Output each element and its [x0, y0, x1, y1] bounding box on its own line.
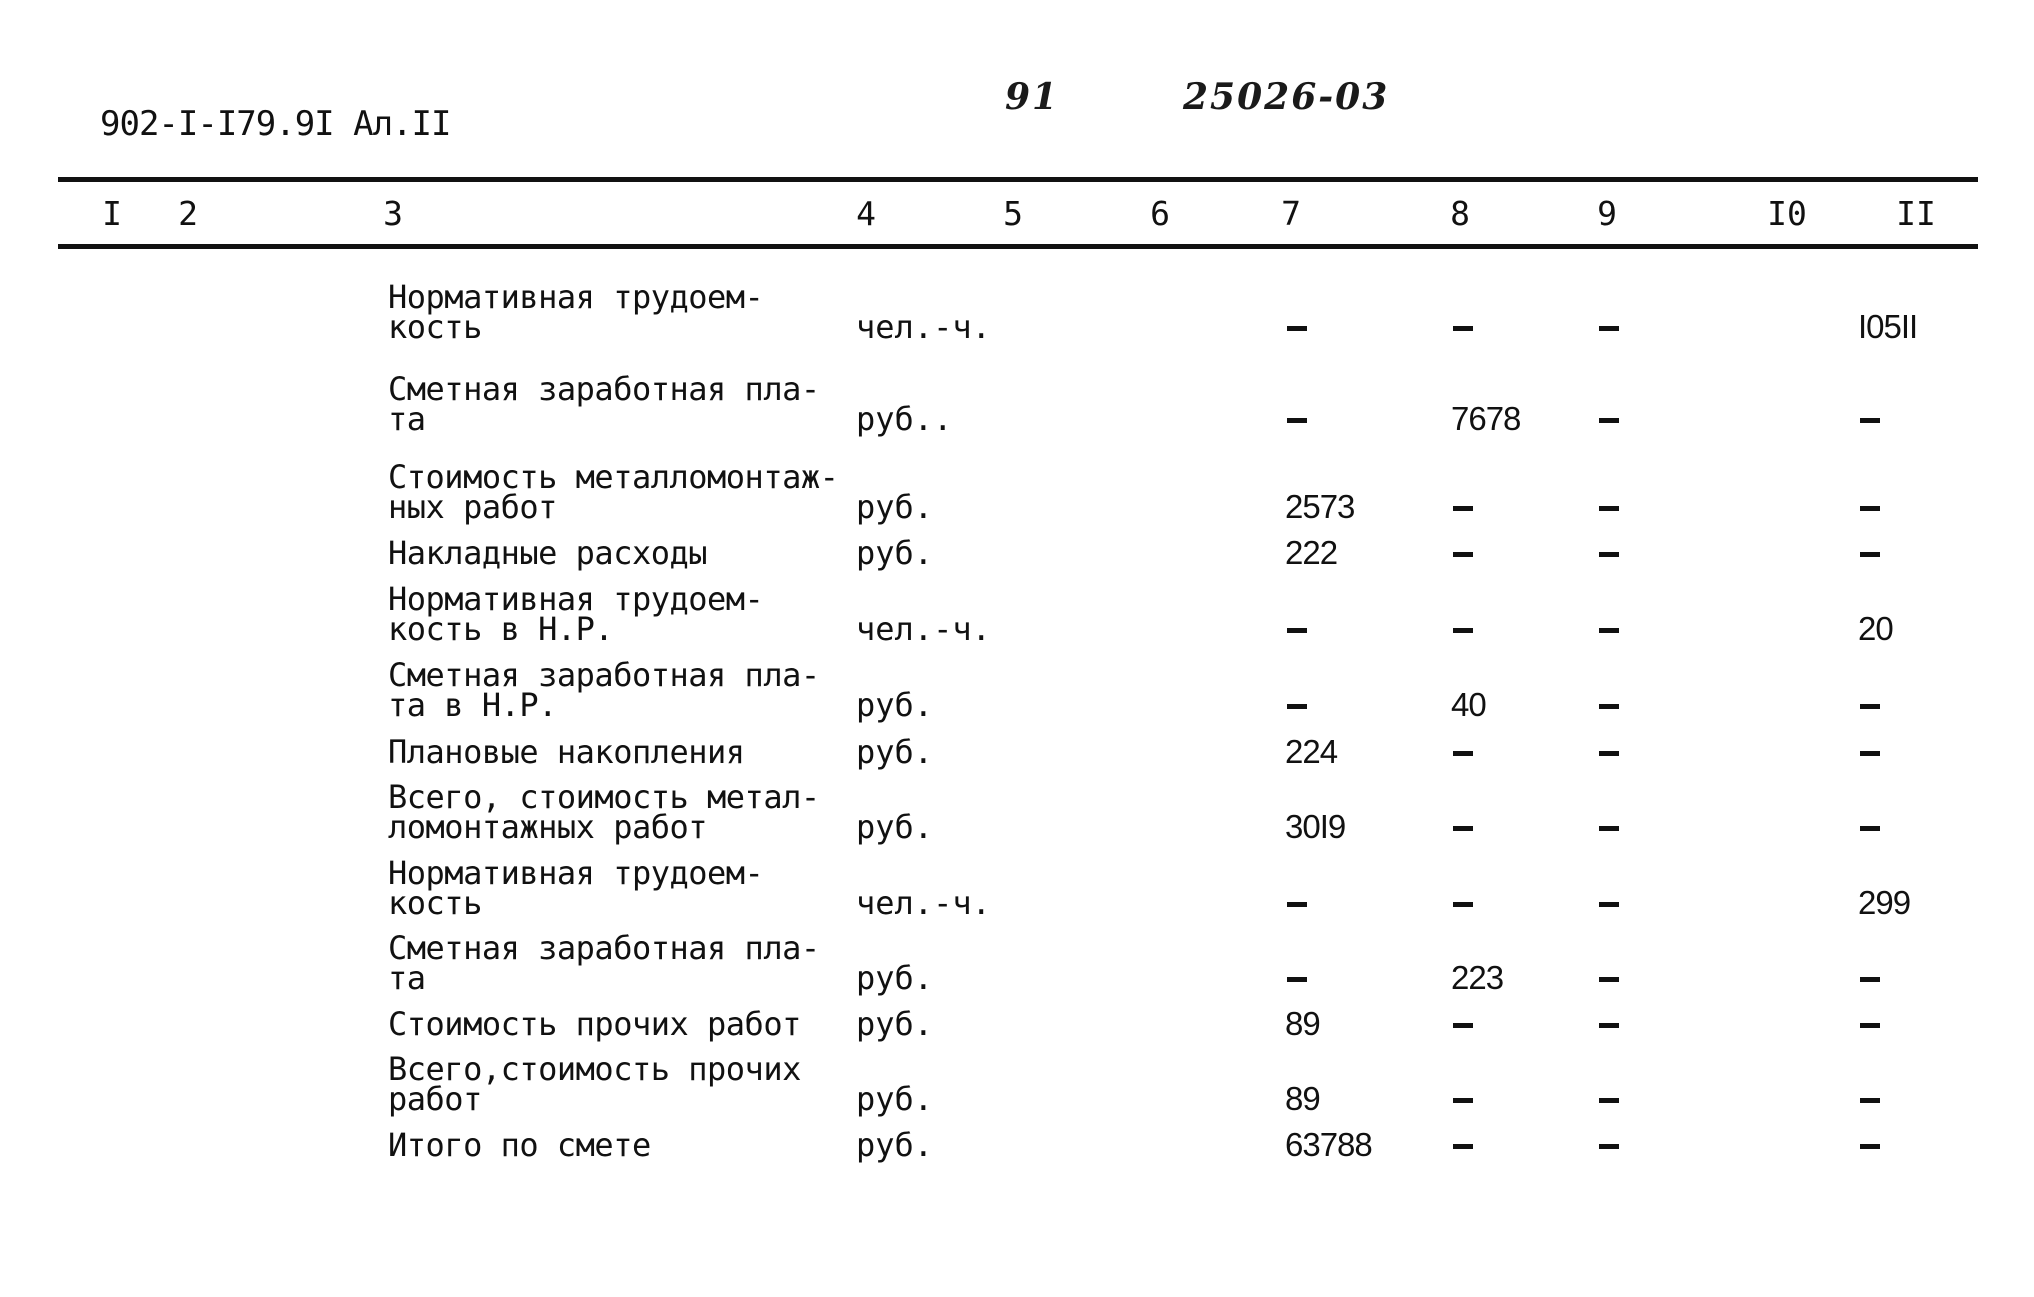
value-c8: 7678: [1451, 400, 1521, 437]
row-unit: руб.: [856, 534, 934, 572]
row-unit: руб..: [856, 400, 953, 438]
value-c7: [1285, 614, 1302, 644]
value-c8: [1451, 1130, 1468, 1160]
value-c7: 224: [1285, 733, 1338, 770]
value-c9: [1597, 963, 1614, 993]
row-unit: руб.: [856, 959, 934, 997]
column-number: 7: [1281, 194, 1301, 233]
dash-mark: [1599, 826, 1619, 831]
dash-mark: [1453, 1023, 1473, 1028]
value-c7: 63788: [1285, 1126, 1372, 1163]
value-c11: [1858, 492, 1875, 522]
value-c9: [1597, 690, 1614, 720]
value-c11: [1858, 404, 1875, 434]
dash-mark: [1599, 902, 1619, 907]
row-unit: руб.: [856, 1126, 934, 1164]
dash-mark: [1287, 704, 1307, 709]
row-name: Плановые накопления: [388, 733, 745, 771]
dash-mark: [1287, 977, 1307, 982]
row-name: Стоимость прочих работ: [388, 1005, 801, 1043]
value-c8: [1451, 538, 1468, 568]
table-top-rule: [58, 177, 1978, 182]
value-c11: [1858, 1009, 1875, 1039]
dash-mark: [1860, 1144, 1880, 1149]
value-c7: [1285, 690, 1302, 720]
value-c7: [1285, 888, 1302, 918]
value-c8: [1451, 614, 1468, 644]
dash-mark: [1287, 902, 1307, 907]
dash-mark: [1453, 628, 1473, 633]
column-number: 4: [856, 194, 876, 233]
dash-mark: [1599, 977, 1619, 982]
value-c11: [1858, 812, 1875, 842]
value-c7: 222: [1285, 534, 1338, 571]
value-c11: [1858, 737, 1875, 767]
row-unit: руб.: [856, 808, 934, 846]
dash-mark: [1860, 552, 1880, 557]
row-name: Накладные расходы: [388, 534, 708, 572]
value-c9: [1597, 492, 1614, 522]
value-c11: [1858, 538, 1875, 568]
dash-mark: [1453, 826, 1473, 831]
dash-mark: [1599, 1098, 1619, 1103]
value-c11: [1858, 963, 1875, 993]
value-c7: 30I9: [1285, 808, 1346, 845]
row-name: Итого по смете: [388, 1126, 651, 1164]
value-c11: [1858, 1084, 1875, 1114]
row-name: Нормативная трудоем- кость в Н.Р.: [388, 580, 764, 648]
sheet-number: 25026-03: [1183, 76, 1390, 118]
dash-mark: [1453, 902, 1473, 907]
dash-mark: [1453, 1144, 1473, 1149]
value-c11: [1858, 1130, 1875, 1160]
value-c9: [1597, 1009, 1614, 1039]
row-unit: руб.: [856, 1005, 934, 1043]
row-name: Нормативная трудоем- кость: [388, 854, 764, 922]
dash-mark: [1599, 1023, 1619, 1028]
value-c8: 40: [1451, 686, 1486, 723]
value-c9: [1597, 312, 1614, 342]
value-c8: [1451, 312, 1468, 342]
table-header-rule: [58, 244, 1978, 249]
dash-mark: [1453, 751, 1473, 756]
row-unit: чел.-ч.: [856, 610, 991, 648]
dash-mark: [1860, 977, 1880, 982]
column-number: 6: [1150, 194, 1170, 233]
row-unit: чел.-ч.: [856, 884, 991, 922]
value-c11: 299: [1858, 884, 1911, 921]
column-number: 3: [383, 194, 403, 233]
dash-mark: [1599, 506, 1619, 511]
row-unit: руб.: [856, 488, 934, 526]
dash-mark: [1453, 552, 1473, 557]
value-c8: [1451, 888, 1468, 918]
row-name: Стоимость металломонтаж- ных работ: [388, 458, 839, 526]
dash-mark: [1599, 418, 1619, 423]
row-name: Нормативная трудоем- кость: [388, 278, 764, 346]
dash-mark: [1860, 751, 1880, 756]
value-c11: 20: [1858, 610, 1893, 647]
row-unit: руб.: [856, 1080, 934, 1118]
value-c7: 89: [1285, 1005, 1320, 1042]
row-name: Сметная заработная пла- та в Н.Р.: [388, 656, 820, 724]
row-unit: руб.: [856, 733, 934, 771]
dash-mark: [1599, 326, 1619, 331]
column-number: 9: [1597, 194, 1617, 233]
value-c9: [1597, 404, 1614, 434]
value-c9: [1597, 888, 1614, 918]
dash-mark: [1860, 1098, 1880, 1103]
row-unit: чел.-ч.: [856, 308, 991, 346]
dash-mark: [1599, 704, 1619, 709]
dash-mark: [1860, 704, 1880, 709]
dash-mark: [1860, 826, 1880, 831]
value-c11: I05II: [1858, 308, 1918, 345]
row-name: Сметная заработная пла- та: [388, 370, 820, 438]
column-number: 2: [178, 194, 198, 233]
dash-mark: [1599, 751, 1619, 756]
dash-mark: [1599, 1144, 1619, 1149]
dash-mark: [1860, 506, 1880, 511]
dash-mark: [1453, 1098, 1473, 1103]
dash-mark: [1287, 628, 1307, 633]
value-c8: 223: [1451, 959, 1504, 996]
column-number: 5: [1003, 194, 1023, 233]
row-name: Сметная заработная пла- та: [388, 929, 820, 997]
value-c11: [1858, 690, 1875, 720]
value-c7: 89: [1285, 1080, 1320, 1117]
row-unit: руб.: [856, 686, 934, 724]
column-number: II: [1896, 194, 1936, 233]
value-c7: 2573: [1285, 488, 1355, 525]
dash-mark: [1453, 506, 1473, 511]
value-c9: [1597, 614, 1614, 644]
row-name: Всего, стоимость метал- ломонтажных работ: [388, 778, 820, 846]
column-number: I: [102, 194, 122, 233]
dash-mark: [1453, 326, 1473, 331]
value-c9: [1597, 737, 1614, 767]
dash-mark: [1599, 628, 1619, 633]
column-number: I0: [1767, 194, 1807, 233]
dash-mark: [1287, 418, 1307, 423]
dash-mark: [1860, 1023, 1880, 1028]
value-c9: [1597, 1130, 1614, 1160]
dash-mark: [1599, 552, 1619, 557]
page-number: 91: [1005, 76, 1060, 118]
dash-mark: [1287, 326, 1307, 331]
value-c8: [1451, 812, 1468, 842]
value-c7: [1285, 963, 1302, 993]
value-c8: [1451, 737, 1468, 767]
document-code: 902-I-I79.9I Ал.II: [100, 104, 451, 144]
value-c9: [1597, 538, 1614, 568]
value-c9: [1597, 812, 1614, 842]
row-name: Всего,стоимость прочих работ: [388, 1050, 801, 1118]
column-number: 8: [1450, 194, 1470, 233]
value-c9: [1597, 1084, 1614, 1114]
value-c8: [1451, 1084, 1468, 1114]
value-c7: [1285, 312, 1302, 342]
value-c7: [1285, 404, 1302, 434]
value-c8: [1451, 1009, 1468, 1039]
value-c8: [1451, 492, 1468, 522]
dash-mark: [1860, 418, 1880, 423]
